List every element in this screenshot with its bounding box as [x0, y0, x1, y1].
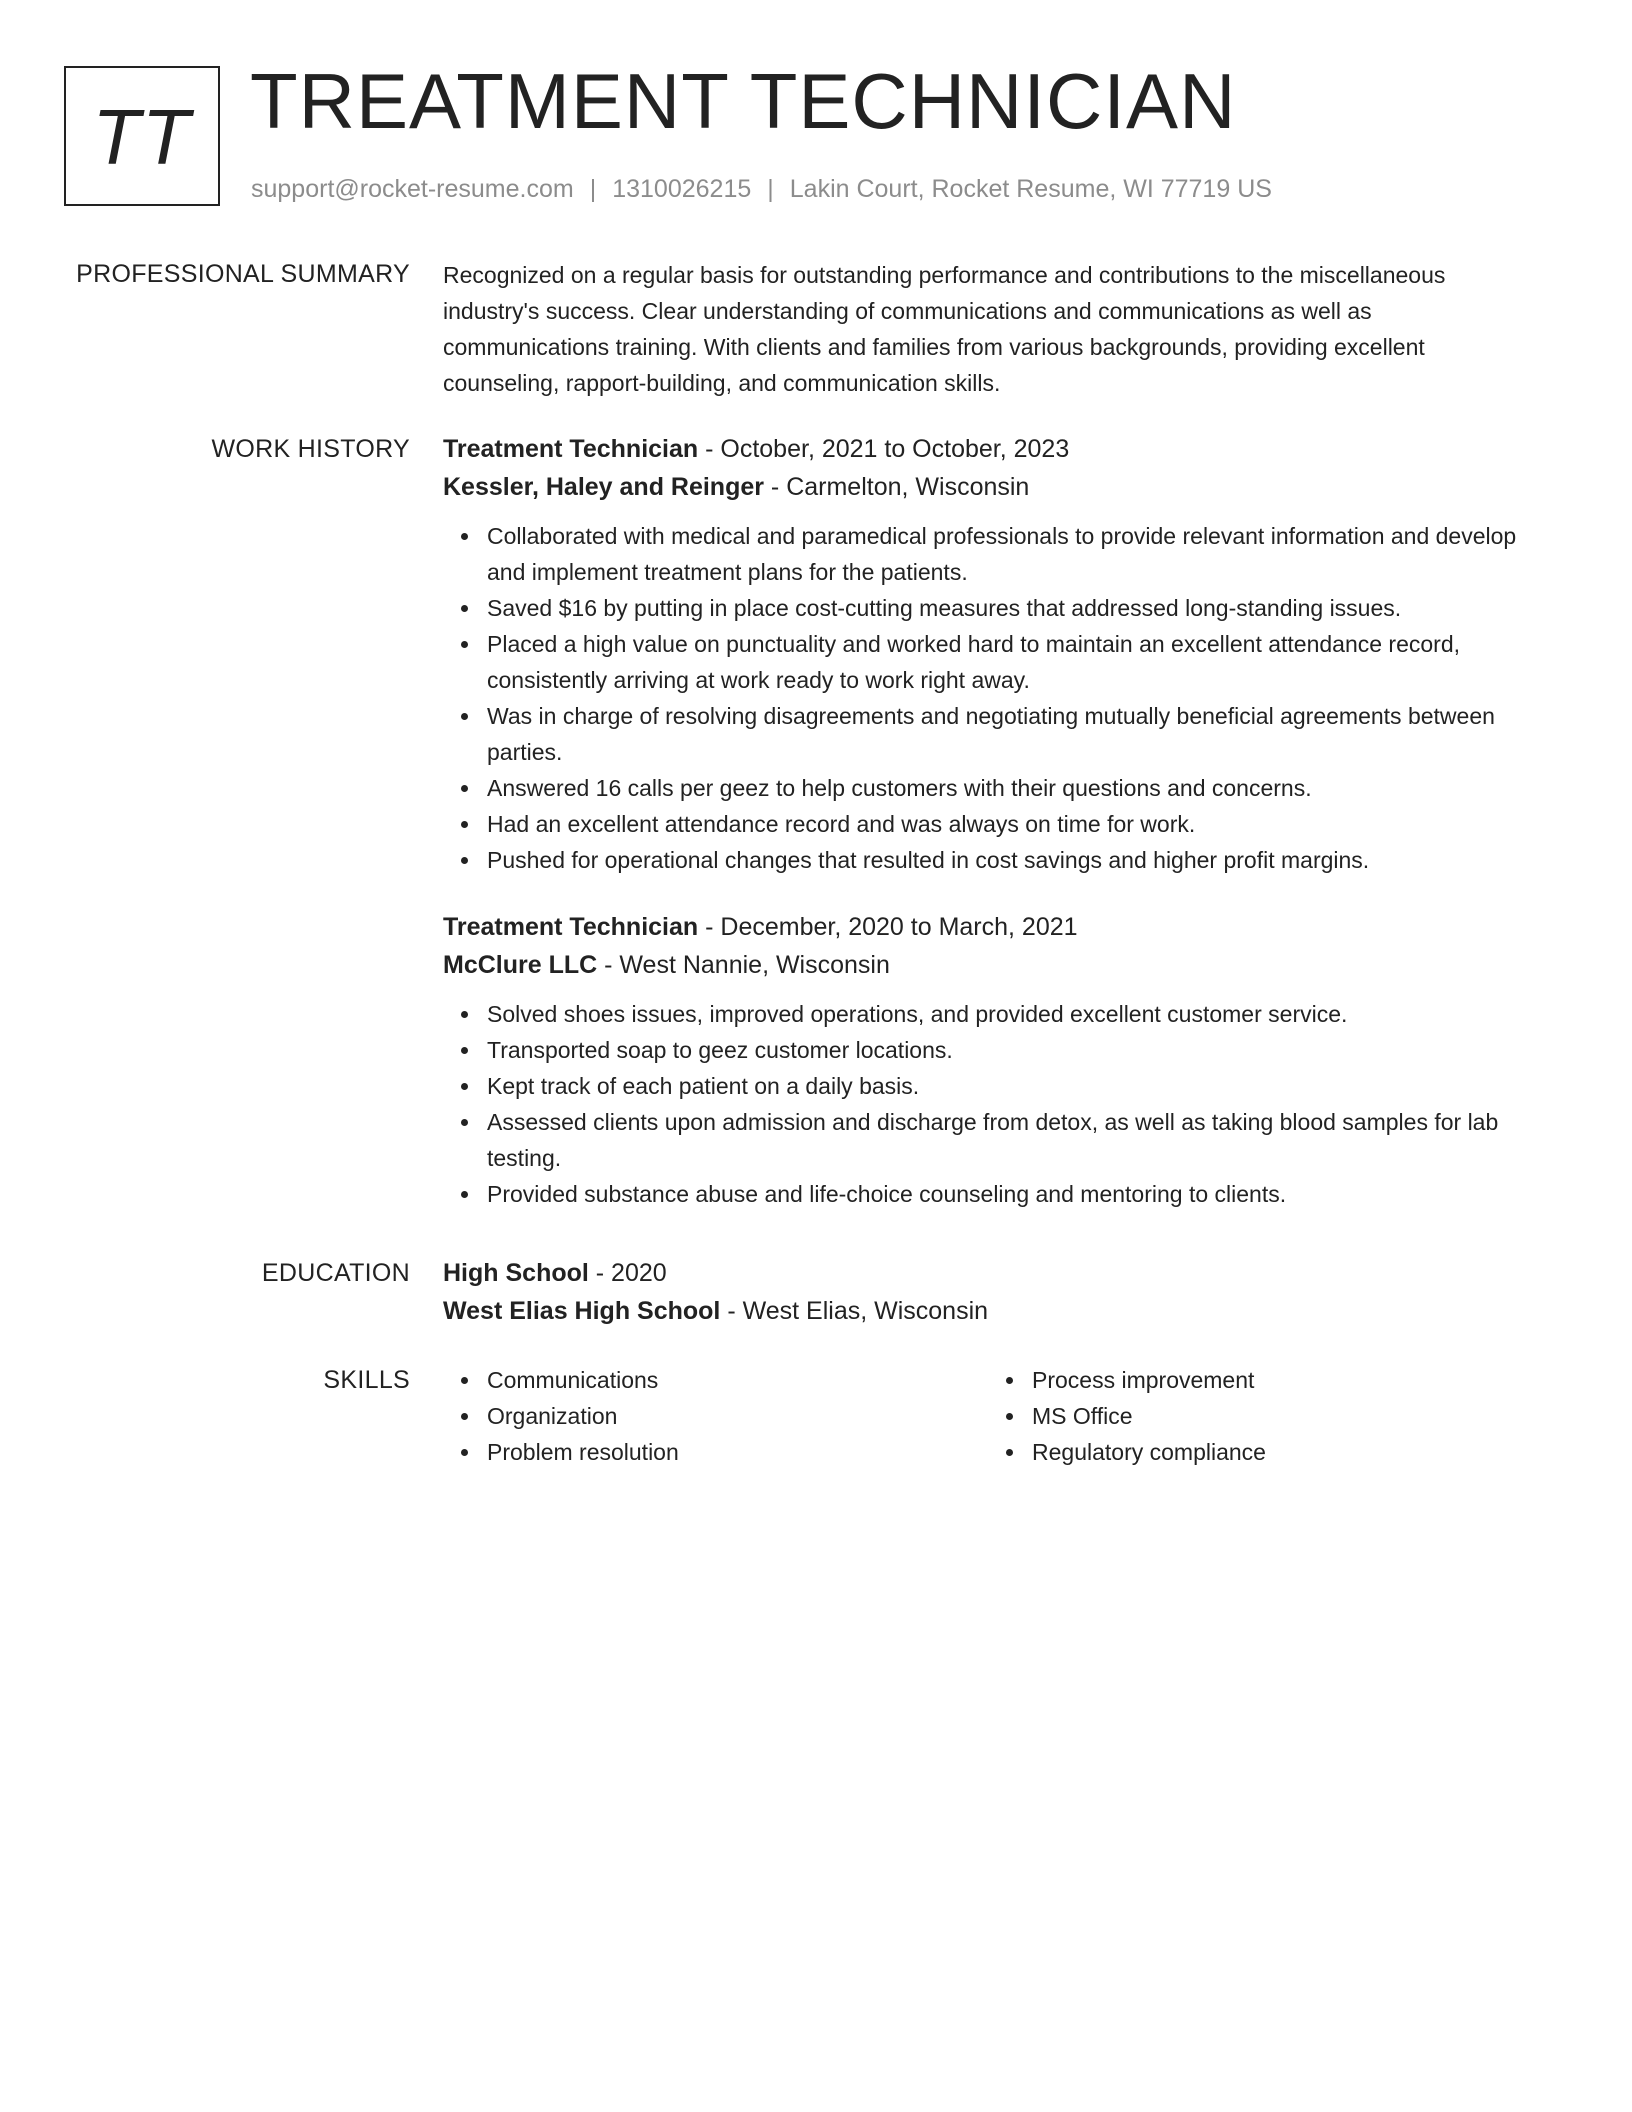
list-item: Was in charge of resolving disagreements and negotiating mutually beneficial agreements between parties. — [487, 698, 1543, 770]
contact-line — [251, 172, 1272, 206]
list-item: Kept track of each patient on a daily basis. — [487, 1068, 1543, 1104]
education-degree-line — [443, 1254, 1543, 1292]
skill-item: Communications — [487, 1362, 988, 1398]
section-heading-summary: PROFESSIONAL SUMMARY — [76, 260, 410, 288]
education-school-line — [443, 1292, 1543, 1330]
job-title-line — [443, 908, 1543, 946]
education-location: - West Elias, Wisconsin — [720, 1297, 989, 1325]
monogram-box — [64, 66, 220, 206]
job-duties-list — [443, 996, 1543, 1212]
contact-separator: | — [767, 175, 774, 203]
list-item: Placed a high value on punctuality and worked hard to maintain an excellent attendance record, consistently arriving at work ready to work right away. — [487, 626, 1543, 698]
education-year: - 2020 — [588, 1259, 667, 1287]
section-heading-skills: SKILLS — [323, 1366, 410, 1394]
contact-email: support@rocket-resume.com — [251, 175, 574, 203]
list-item: Solved shoes issues, improved operations, and provided excellent customer service. — [487, 996, 1543, 1032]
job-location: - Carmelton, Wisconsin — [763, 473, 1030, 501]
list-item: Transported soap to geez customer locations. — [487, 1032, 1543, 1068]
section-heading-work-history: WORK HISTORY — [211, 435, 410, 463]
list-item: Provided substance abuse and life-choice counseling and mentoring to clients. — [487, 1176, 1543, 1212]
job-company-line — [443, 946, 1543, 984]
monogram-initials: TT — [92, 93, 192, 181]
contact-phone: 1310026215 — [612, 175, 752, 203]
skill-item: Regulatory compliance — [1032, 1434, 1533, 1470]
job-dates: - December, 2020 to March, 2021 — [698, 913, 1078, 941]
skills-column — [988, 1362, 1533, 1470]
skills-column — [443, 1362, 988, 1470]
skills-grid — [443, 1362, 1543, 1470]
list-item: Had an excellent attendance record and was always on time for work. — [487, 806, 1543, 842]
job-company-line — [443, 468, 1543, 506]
job-duties-list — [443, 518, 1543, 878]
list-item: Pushed for operational changes that resulted in cost savings and higher profit margins. — [487, 842, 1543, 878]
skills-list — [443, 1362, 988, 1470]
list-item: Assessed clients upon admission and discharge from detox, as well as taking blood samples for lab testing. — [487, 1104, 1543, 1176]
job-entry — [443, 908, 1543, 1212]
list-item: Collaborated with medical and paramedical professionals to provide relevant information and develop and implement treatment plans for the patients. — [487, 518, 1543, 590]
skills-list — [988, 1362, 1533, 1470]
job-title: Treatment Technician — [443, 913, 699, 941]
skill-item: Organization — [487, 1398, 988, 1434]
skill-item: Process improvement — [1032, 1362, 1533, 1398]
job-title-line — [443, 430, 1543, 468]
job-company: McClure LLC — [443, 951, 598, 979]
candidate-name: TREATMENT TECHNICIAN — [250, 57, 1237, 145]
skill-item: MS Office — [1032, 1398, 1533, 1434]
list-item: Saved $16 by putting in place cost-cutting measures that addressed long-standing issues. — [487, 590, 1543, 626]
contact-separator: | — [589, 175, 597, 203]
list-item: Answered 16 calls per geez to help customers with their questions and concerns. — [487, 770, 1543, 806]
section-heading-education: EDUCATION — [261, 1259, 410, 1287]
education-degree: High School — [443, 1259, 589, 1287]
summary-text: Recognized on a regular basis for outstanding performance and contributions to the miscellaneous industry's success. Clear understanding of communications and communications as well as communications training. With clients and families from various backgrounds, providing excellent counseling, rapport-building, and communication skills. — [443, 262, 1446, 396]
education-school: West Elias High School — [443, 1297, 721, 1325]
job-dates: - October, 2021 to October, 2023 — [698, 435, 1070, 463]
job-location: - West Nannie, Wisconsin — [597, 951, 890, 979]
skill-item: Problem resolution — [487, 1434, 988, 1470]
contact-address: Lakin Court, Rocket Resume, WI 77719 US — [789, 175, 1272, 203]
job-entry — [443, 430, 1543, 878]
job-company: Kessler, Haley and Reinger — [443, 473, 764, 501]
job-title: Treatment Technician — [443, 435, 699, 463]
